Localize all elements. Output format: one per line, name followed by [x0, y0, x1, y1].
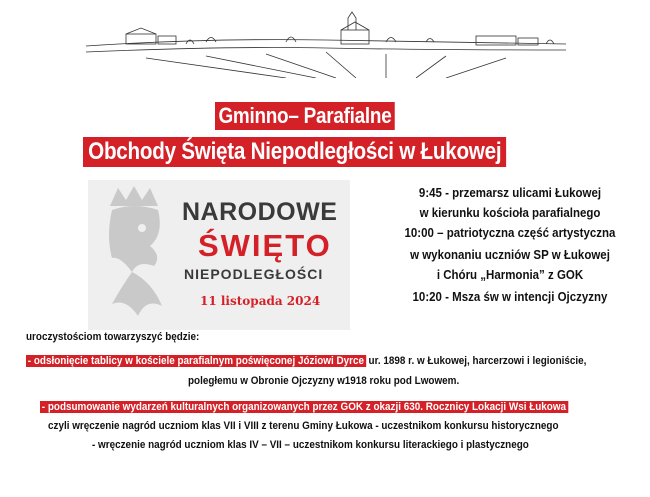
item-1-line-2: poległemu w Obronie Ojczyzny w1918 roku pod Lwowem.	[188, 375, 460, 387]
schedule-item: w wykonaniu uczniów SP w Łukowej	[410, 248, 610, 262]
item-2-line-2: czyli wręczenie nagród uczniom klas VII i VIII z terenu Gminy Łukowa - uczestnikom konkursu historycznego	[48, 420, 559, 432]
title-line-2: Obchody Święta Niepodległości w Łukowej	[83, 137, 506, 167]
item-1-rest: ur. 1898 r. w Łukowej, harcerzowi i legioniście,	[365, 355, 587, 367]
item-2-line-3: - wręczenie nagród uczniom klas IV – VII – uczestnikom konkursu literackiego i plastycznego	[92, 439, 529, 451]
schedule-item: w kierunku kościoła parafialnego	[419, 206, 601, 220]
schedule-item: 9:45 - przemarsz ulicami Łukowej	[418, 186, 602, 200]
emblem-line-3: NIEPODLEGŁOŚCI	[184, 266, 324, 282]
item-2-line-1	[40, 400, 568, 415]
emblem-date: 11 listopada 2024	[200, 294, 321, 308]
independence-day-emblem	[88, 180, 350, 330]
emblem-line-2: ŚWIĘTO	[198, 228, 332, 263]
schedule-item: i Chóru „Harmonia” z GOK	[436, 268, 584, 282]
village-landscape-sketch	[86, 8, 566, 78]
item-1-line-1	[26, 354, 586, 369]
white-eagle-icon	[92, 186, 176, 326]
schedule-item: 10:20 - Msza św w intencji Ojczyzny	[412, 290, 608, 304]
intro-text: uroczystościom towarzyszyć będzie:	[26, 331, 200, 343]
item-2-highlight: - podsumowanie wydarzeń kulturalnych organizowanych przez GOK z okazji 630. Rocznicy Lokacji Wsi Łukowa	[41, 401, 567, 413]
title-line-1: Gminno– Parafialne	[215, 102, 395, 130]
schedule-item: 10:00 – patriotyczna część artystyczna	[404, 226, 616, 240]
emblem-line-1: NARODOWE	[182, 198, 338, 226]
item-1-highlight: - odsłonięcie tablicy w kościele parafialnym poświęconej Józiowi Dyrce	[27, 355, 364, 367]
